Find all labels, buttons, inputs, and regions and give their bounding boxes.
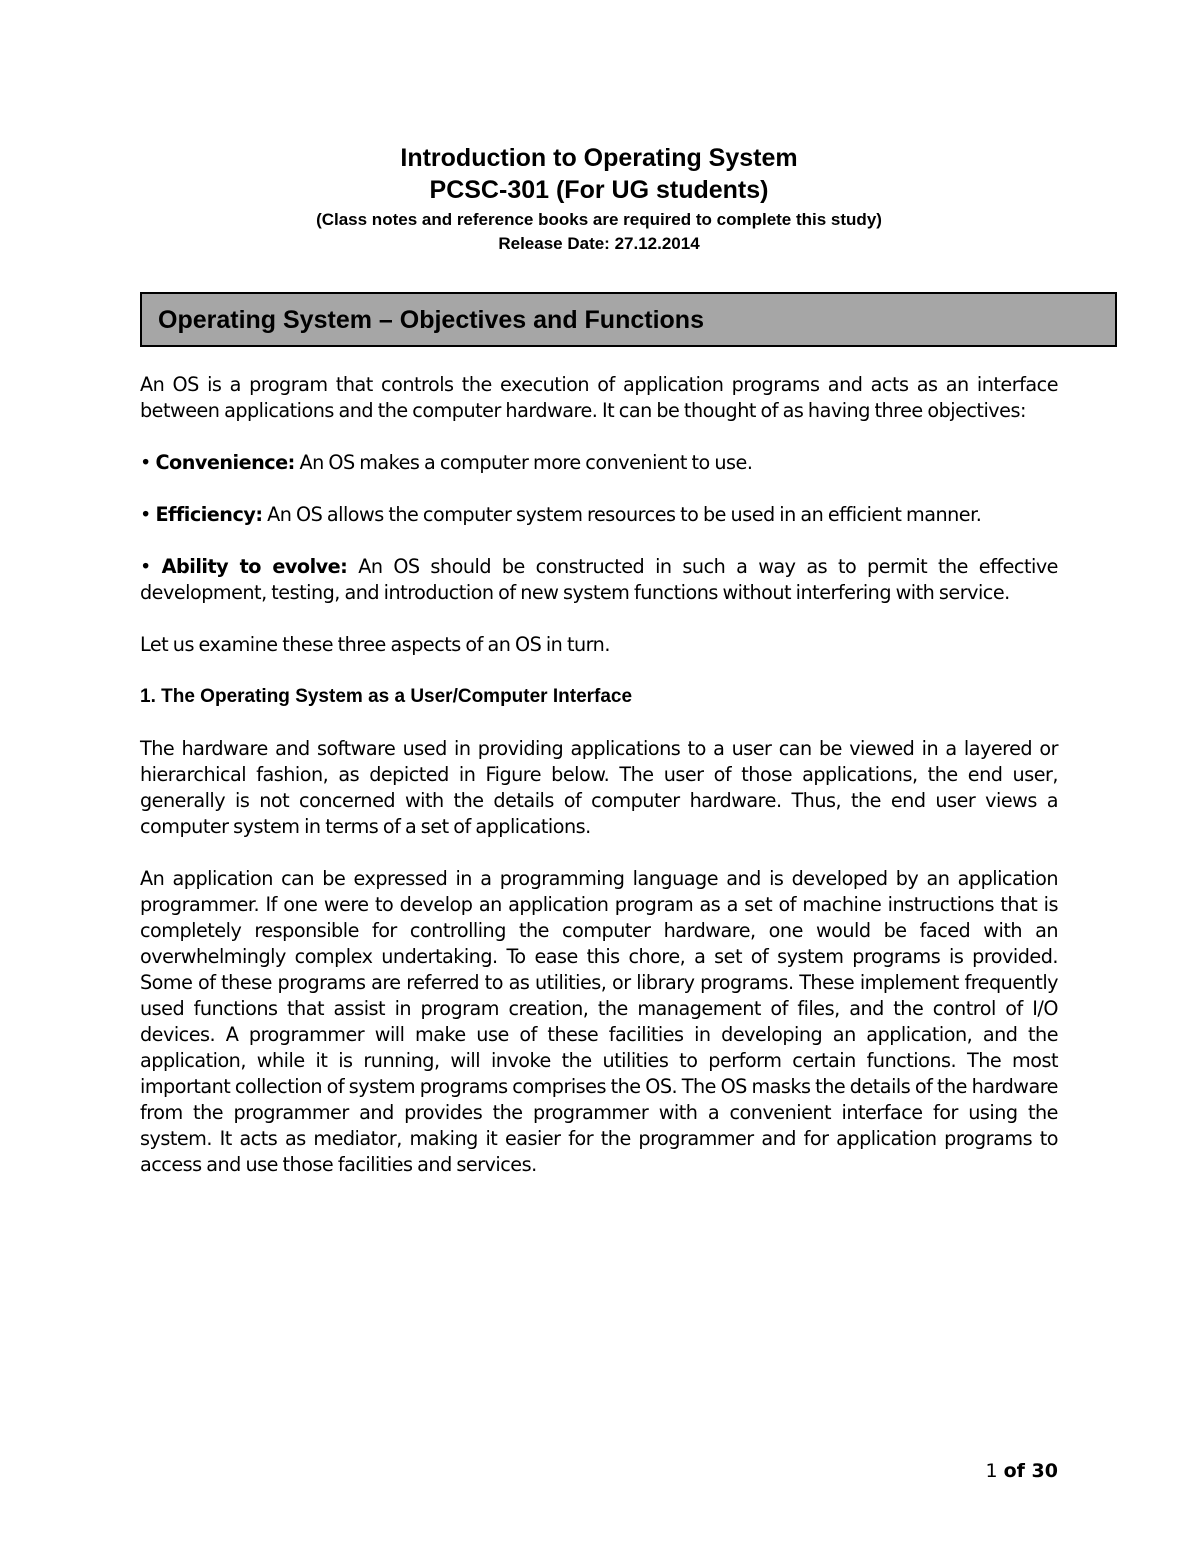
objective-text: An OS allows the computer system resources to be used in an efficient manner.	[267, 503, 982, 526]
body-paragraph: An application can be expressed in a programming language and is developed by an application programmer. If one were to develop an application program as a set of machine instructions that is completely responsible for controlling the computer hardware, one would be faced with an overwhelmingly complex undertaking. To ease this chore, a set of system programs is provided. Some of these programs are referred to as utilities, or library programs. These implement frequently used functions that assist in program creation, the management of files, and the control of I/O devices. A programmer will make use of these facilities in developing an application, and the application, while it is running, will invoke the utilities to perform certain functions. The most important collection of system programs comprises the OS. The OS masks the details of the hardware from the programmer and provides the programmer with a convenient interface for using the system. It acts as mediator, making it easier for the programmer and for application programs to access and use those facilities and services.	[140, 867, 1058, 1176]
examine-paragraph: Let us examine these three aspects of an OS in turn.	[140, 633, 610, 656]
subsection-heading: 1. The Operating System as a User/Computer Interface	[140, 686, 633, 707]
page-current: 1	[985, 1460, 998, 1482]
section-heading-box	[140, 292, 1117, 347]
objective-item	[140, 554, 1058, 606]
header-note: (Class notes and reference books are required to complete this study)	[316, 210, 882, 229]
bullet: •	[140, 451, 151, 474]
page-number	[940, 1458, 1058, 1484]
section-heading: Operating System – Objectives and Functions	[158, 306, 704, 334]
intro-paragraph: An OS is a program that controls the execution of application programs and acts as an interface between applications and the computer hardware. It can be thought of as having three objectives:	[140, 373, 1058, 422]
objective-term: Convenience:	[155, 451, 295, 474]
objective-item	[140, 450, 1058, 476]
document-body	[140, 372, 1058, 1178]
objective-term: Efficiency:	[155, 503, 263, 526]
objective-text: An OS makes a computer more convenient to use.	[299, 451, 753, 474]
page-total: of 30	[1003, 1460, 1058, 1482]
bullet: •	[140, 555, 151, 578]
objective-item	[140, 502, 1058, 528]
objective-text: An OS should be constructed in such a way as to permit the effective development, testing, and introduction of new system functions without interfering with service.	[140, 555, 1058, 604]
document-title: Introduction to Operating System	[400, 144, 798, 172]
objective-term: Ability to evolve:	[161, 555, 348, 578]
document-header	[140, 142, 1058, 256]
course-code: PCSC-301 (For UG students)	[429, 176, 769, 204]
bullet: •	[140, 503, 151, 526]
body-paragraph: The hardware and software used in providing applications to a user can be viewed in a layered or hierarchical fashion, as depicted in Figure below. The user of those applications, the end user, generally is not concerned with the details of computer hardware. Thus, the end user views a computer system in terms of a set of applications.	[140, 737, 1058, 838]
release-date: Release Date: 27.12.2014	[498, 234, 700, 253]
